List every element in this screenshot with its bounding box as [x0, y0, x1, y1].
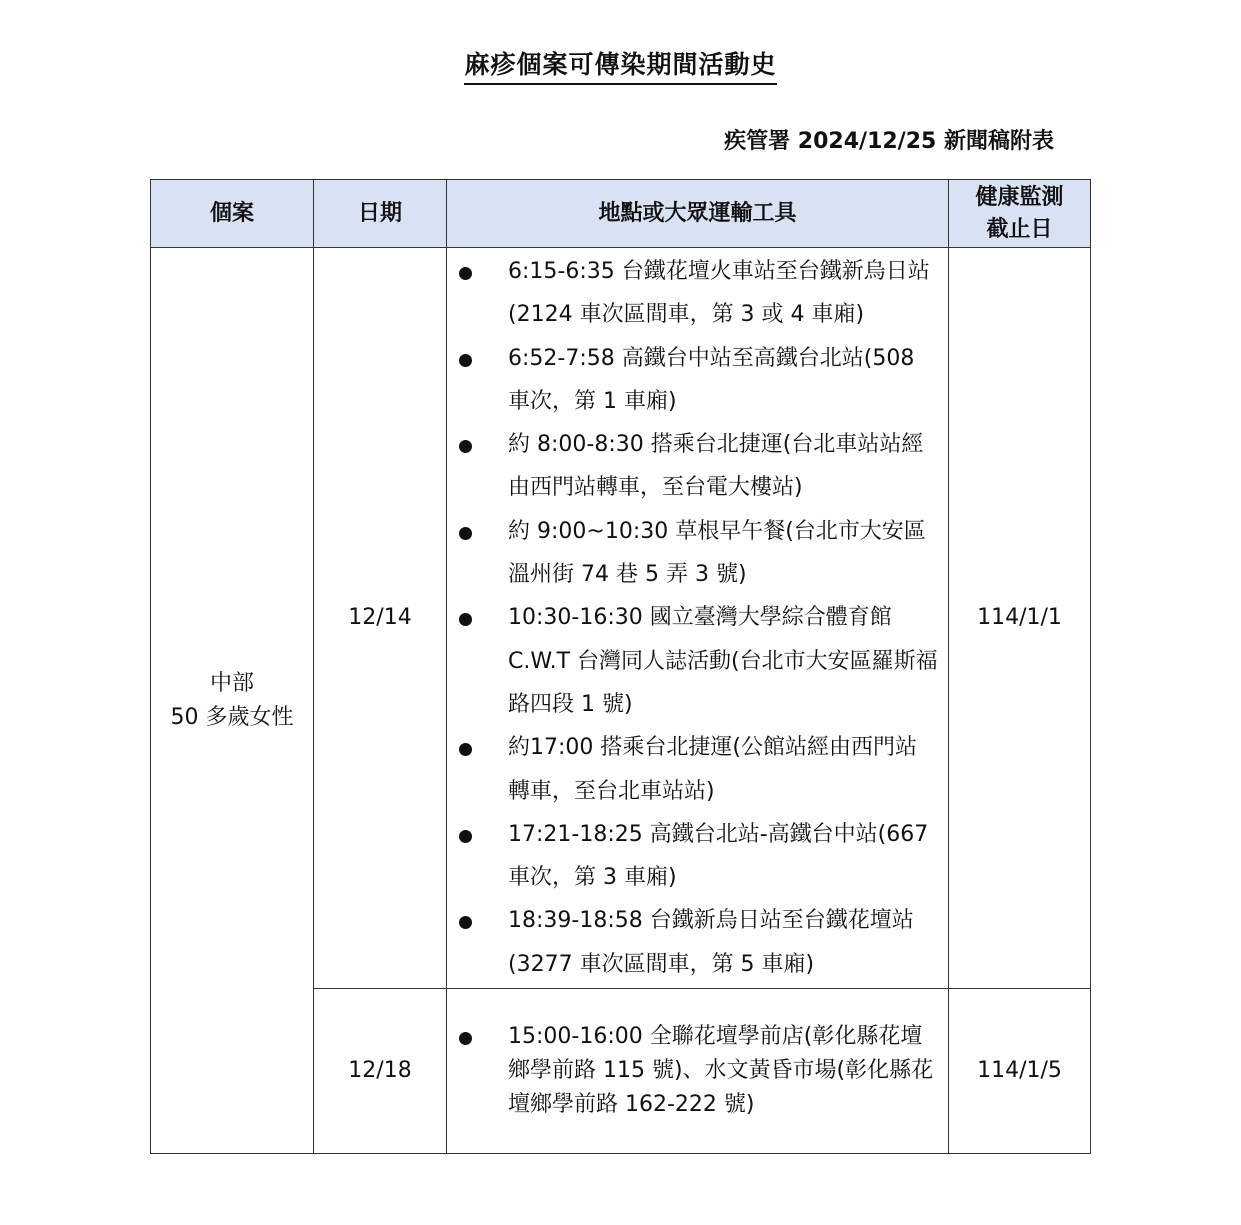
list-item — [447, 423, 948, 510]
bullet-icon — [459, 613, 472, 626]
header-monitor-line1: 健康監測 — [975, 184, 1064, 210]
list-item-text: 15:00-16:00 全聯花壇學前店(彰化縣花壇鄉學前路 115 號)、水文黃昏市場(彰化縣花壇鄉學前路 162-222 號) — [508, 1024, 934, 1118]
document-title-text: 麻疹個案可傳染期間活動史 — [464, 48, 776, 85]
list-item — [447, 250, 948, 337]
list-item — [447, 337, 948, 424]
bullet-icon — [459, 354, 472, 367]
location-cell — [447, 248, 949, 989]
list-item — [447, 510, 948, 597]
header-monitor-end — [949, 180, 1091, 248]
bullet-icon — [459, 267, 472, 280]
location-list — [447, 248, 948, 988]
header-monitor-line2: 截止日 — [986, 216, 1053, 242]
bullet-icon — [459, 916, 472, 929]
case-description: 50 多歲女性 — [170, 704, 294, 730]
list-item-text: 6:15-6:35 台鐵花壇火車站至台鐵新烏日站(2124 車次區間車，第 3 或 4 車廂) — [508, 259, 930, 328]
table-header-row — [151, 180, 1091, 248]
list-item — [447, 813, 948, 900]
document-subtitle: 疾管署 2024/12/25 新聞稿附表 — [724, 129, 1054, 154]
list-item-text: 18:39-18:58 台鐵新烏日站至台鐵花壇站(3277 車次區間車，第 5 車廂) — [508, 908, 914, 977]
location-list — [447, 989, 948, 1153]
bullet-icon — [459, 527, 472, 540]
list-item-text: 17:21-18:25 高鐵台北站-高鐵台中站(667 車次，第 3 車廂) — [508, 821, 929, 891]
header-date: 日期 — [314, 180, 447, 248]
monitor-end-cell: 114/1/1 — [949, 248, 1091, 989]
document-title — [0, 48, 1241, 85]
list-item-text: 約 9:00~10:30 草根早午餐(台北市大安區溫州街 74 巷 5 弄 3 號) — [508, 518, 926, 588]
bullet-icon — [459, 440, 472, 453]
bullet-icon — [459, 743, 472, 756]
list-item — [447, 899, 948, 986]
list-item-text: 約 8:00-8:30 搭乘台北捷運(台北車站站經由西門站轉車，至台電大樓站) — [508, 432, 924, 501]
table-row — [151, 248, 1091, 989]
list-item — [447, 726, 948, 813]
list-item-text: 約17:00 搭乘台北捷運(公館站經由西門站轉車，至台北車站站) — [508, 735, 917, 804]
case-region: 中部 — [209, 670, 254, 696]
case-cell — [151, 248, 314, 1154]
list-item-text: 10:30-16:30 國立臺灣大學綜合體育館 C.W.T 台灣同人誌活動(台北市大安區羅斯福路四段 1 號) — [508, 605, 938, 717]
bullet-icon — [459, 830, 472, 843]
bullet-icon — [459, 1032, 472, 1045]
date-cell: 12/14 — [314, 248, 447, 989]
list-item-text: 6:52-7:58 高鐵台中站至高鐵台北站(508 車次，第 1 車廂) — [508, 345, 915, 414]
location-cell — [447, 989, 949, 1154]
monitor-end-cell: 114/1/5 — [949, 989, 1091, 1154]
header-location: 地點或大眾運輸工具 — [447, 180, 949, 248]
date-cell: 12/18 — [314, 989, 447, 1154]
activity-table — [150, 179, 1091, 1154]
list-item — [447, 596, 948, 726]
list-item — [447, 1020, 948, 1122]
header-case: 個案 — [151, 180, 314, 248]
